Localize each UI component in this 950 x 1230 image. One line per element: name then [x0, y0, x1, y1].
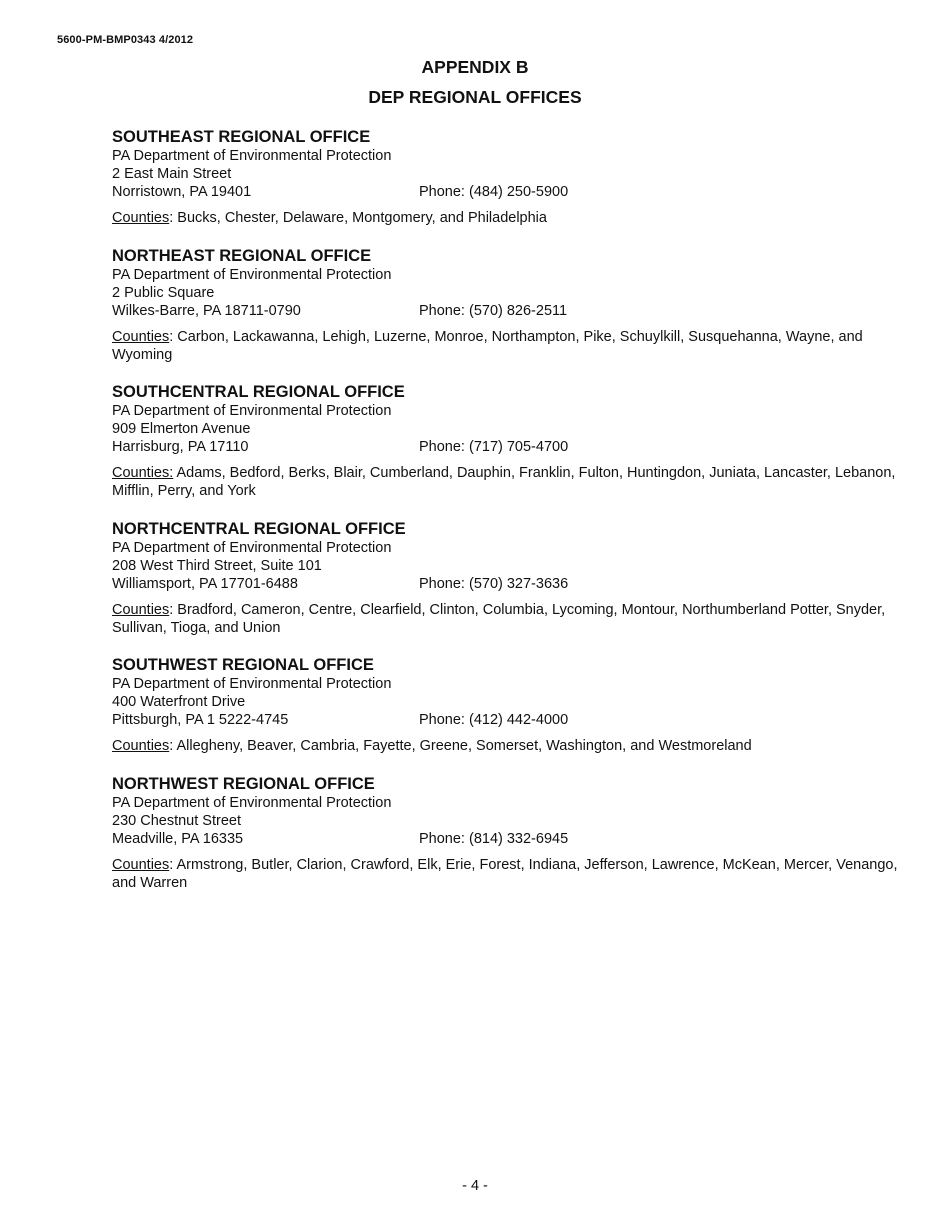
office-name: SOUTHCENTRAL REGIONAL OFFICE: [112, 383, 405, 401]
office-name: NORTHEAST REGIONAL OFFICE: [112, 246, 372, 265]
office-city-phone-row: [112, 830, 912, 848]
office-city-phone-row: [112, 183, 912, 201]
form-code: 5600-PM-BMP0343 4/2012: [57, 34, 194, 46]
office-street: 2 Public Square: [112, 284, 215, 301]
office-city: Pittsburgh, PA 1 5222-4745: [112, 712, 289, 728]
page-subtitle: DEP REGIONAL OFFICES: [368, 87, 582, 107]
counties-label: Counties: [112, 856, 170, 873]
office-name: NORTHCENTRAL REGIONAL OFFICE: [112, 519, 406, 538]
counties-label: Counties:: [112, 465, 174, 481]
office-northwest: [112, 774, 912, 892]
office-northcentral: [112, 519, 912, 637]
office-counties: [112, 737, 912, 755]
office-phone: Phone: (570) 826-2511: [419, 302, 568, 319]
office-street: 909 Elmerton Avenue: [112, 421, 251, 437]
office-department: PA Department of Environmental Protection: [112, 794, 392, 811]
office-phone: Phone: (570) 327-3636: [419, 575, 569, 592]
office-phone: Phone: (412) 442-4000: [419, 712, 569, 728]
office-name: SOUTHWEST REGIONAL OFFICE: [112, 656, 374, 674]
counties-list: : Bucks, Chester, Delaware, Montgomery, and Philadelphia: [169, 210, 547, 226]
office-phone: Phone: (484) 250-5900: [419, 184, 569, 200]
counties-list: : Carbon, Lackawanna, Lehigh, Luzerne, Monroe, Northampton, Pike, Schuylkill, Susquehanna, Wayne, and Wyoming: [112, 328, 863, 363]
office-list: [112, 127, 912, 910]
office-street: 230 Chestnut Street: [112, 812, 241, 829]
office-city-phone-row: [112, 302, 912, 320]
office-counties: [112, 328, 912, 364]
office-city-phone-row: [112, 438, 912, 456]
office-counties: [112, 856, 912, 892]
office-city-phone-row: [112, 575, 912, 593]
office-name: NORTHWEST REGIONAL OFFICE: [112, 774, 375, 793]
office-city: Norristown, PA 19401: [112, 184, 252, 200]
counties-label: Counties: [112, 738, 170, 754]
office-city: Meadville, PA 16335: [112, 830, 244, 847]
office-counties: [112, 464, 912, 500]
office-counties: [112, 209, 912, 227]
office-city: Williamsport, PA 17701-6488: [112, 575, 298, 592]
appendix-title: APPENDIX B: [421, 57, 529, 77]
office-department: PA Department of Environmental Protection: [112, 676, 392, 692]
counties-list: : Armstrong, Butler, Clarion, Crawford, Elk, Erie, Forest, Indiana, Jefferson, Lawrence, McKean, Mercer, Venango, and Warren: [112, 856, 898, 891]
office-city: Wilkes-Barre, PA 18711-0790: [112, 302, 301, 319]
office-department: PA Department of Environmental Protection: [112, 148, 392, 164]
office-street: 208 West Third Street, Suite 101: [112, 557, 322, 574]
page-number: - 4 -: [462, 1178, 488, 1194]
counties-list: : Allegheny, Beaver, Cambria, Fayette, Greene, Somerset, Washington, and Westmoreland: [169, 738, 752, 754]
counties-list: : Bradford, Cameron, Centre, Clearfield, Clinton, Columbia, Lycoming, Montour, Northumberland Potter, Snyder, Sullivan, Tioga, and Union: [112, 601, 886, 636]
counties-label: Counties: [112, 210, 170, 226]
counties-label: Counties: [112, 601, 170, 618]
office-southcentral: [112, 382, 912, 500]
counties-label: Counties: [112, 328, 170, 345]
counties-list: Adams, Bedford, Berks, Blair, Cumberland, Dauphin, Franklin, Fulton, Huntingdon, Juniata, Lancaster, Lebanon, Mifflin, Perry, and York: [112, 465, 896, 499]
office-department: PA Department of Environmental Protection: [112, 266, 392, 283]
office-phone: Phone: (717) 705-4700: [419, 439, 569, 455]
office-city: Harrisburg, PA 17110: [112, 439, 249, 455]
office-name: SOUTHEAST REGIONAL OFFICE: [112, 128, 371, 146]
office-southwest: [112, 655, 912, 755]
office-street: 2 East Main Street: [112, 166, 232, 182]
office-phone: Phone: (814) 332-6945: [419, 830, 569, 847]
office-city-phone-row: [112, 711, 912, 729]
office-counties: [112, 601, 912, 637]
office-department: PA Department of Environmental Protection: [112, 403, 392, 419]
office-northeast: [112, 246, 912, 364]
office-department: PA Department of Environmental Protection: [112, 539, 392, 556]
office-southeast: [112, 127, 912, 227]
office-street: 400 Waterfront Drive: [112, 694, 246, 710]
